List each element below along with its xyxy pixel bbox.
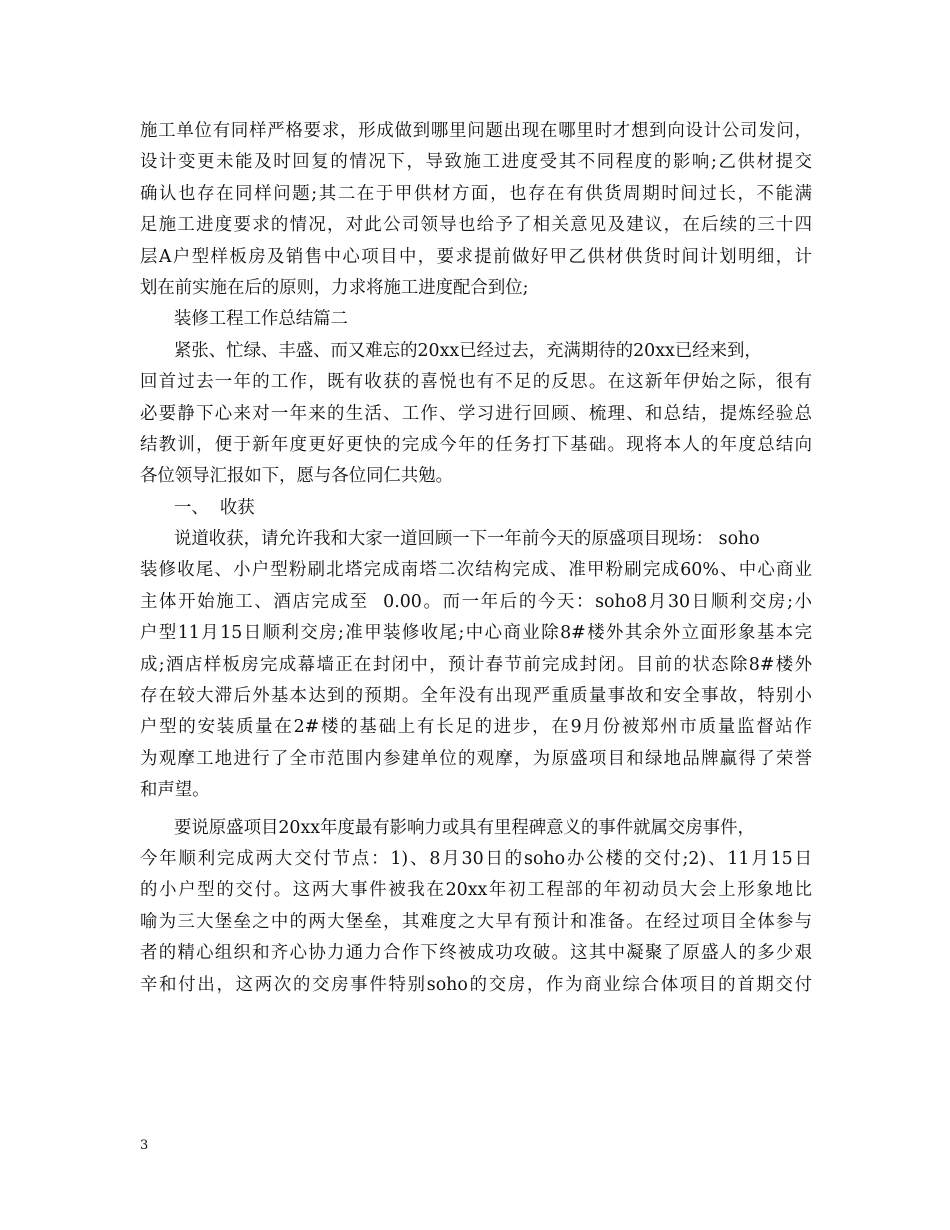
text-line: 必要静下心来对一年来的生活、工作、学习进行回顾、梳理、和总结，提炼经验总	[140, 403, 812, 424]
text-line: 喻为三大堡垒之中的两大堡垒，其难度之大早有预计和准备。在经过项目全体参与	[140, 911, 812, 932]
text-line: 确认也存在同样问题;其二在于甲供材方面，也存在有供货周期时间过长，不能满	[140, 183, 812, 204]
text-line: 者的精心组织和齐心协力通力合作下终被成功攻破。这其中凝聚了原盛人的多少艰	[140, 943, 812, 964]
text-line: 划在前实施在后的原则，力求将施工进度配合到位;	[140, 277, 529, 298]
text-line: 要说原盛项目20xx年度最有影响力或具有里程碑意义的事件就属交房事件，	[174, 817, 755, 838]
text-line: 为观摩工地进行了全市范围内参建单位的观摩，为原盛项目和绿地品牌赢得了荣誉	[140, 748, 812, 769]
text-line: 层A户型样板房及销售中心项目中，要求提前做好甲乙供材供货时间计划明细，计	[140, 246, 812, 267]
section-title: 装修工程工作总结篇二	[174, 309, 348, 330]
text-line: 户型的安装质量在2#楼的基础上有长足的进步，在9月份被郑州市质量监督站作	[140, 717, 812, 738]
text-line: 户型11月15日顺利交房;准甲装修收尾;中心商业除8#楼外其余外立面形象基本完	[140, 623, 812, 644]
text-line: 主体开始施工、酒店完成至 0.00。而一年后的今天：soho8月30日顺利交房;小	[140, 591, 812, 612]
paragraph-harvest	[140, 524, 812, 807]
text-line: 足施工进度要求的情况，对此公司领导也给予了相关意见及建议，在后续的三十四	[140, 215, 812, 236]
text-line: 设计变更未能及时回复的情况下，导致施工进度受其不同程度的影响;乙供材提交	[140, 152, 812, 173]
text-line: 的小户型的交付。这两大事件被我在20xx年初工程部的年初动员大会上形象地比	[140, 880, 812, 901]
text-line: 紧张、忙绿、丰盛、而又难忘的20xx已经过去，充满期待的20xx已经来到，	[174, 340, 762, 361]
text-line: 辛和付出，这两次的交房事件特别soho的交房，作为商业综合体项目的首期交付	[140, 974, 812, 995]
document-body	[140, 116, 812, 1001]
text-line: 各位领导汇报如下，愿与各位同仁共勉。	[140, 466, 454, 487]
text-line: 施工单位有同样严格要求，形成做到哪里问题出现在哪里时才想到向设计公司发问，	[140, 121, 812, 141]
text-line: 回首过去一年的工作，既有收获的喜悦也有不足的反思。在这新年伊始之际，很有	[140, 372, 812, 393]
text-line: 成;酒店样板房完成幕墙正在封闭中，预计春节前完成封闭。目前的状态除8#楼外	[140, 654, 812, 675]
text-line: 说道收获，请允许我和大家一道回顾一下一年前今天的原盛项目现场： soho	[174, 529, 760, 550]
heading-harvest: 一、 收获	[174, 497, 255, 518]
paragraph-continuation	[140, 116, 812, 304]
text-line: 装修收尾、小户型粉刷北塔完成南塔二次结构完成、准甲粉刷完成60%、中心商业	[140, 560, 812, 581]
page-number: 3	[140, 1138, 149, 1153]
text-line: 和声望。	[140, 780, 210, 801]
text-line: 结教训，便于新年度更好更快的完成今年的任务打下基础。现将本人的年度总结向	[140, 434, 812, 455]
paragraph-handover	[140, 813, 812, 1001]
text-line: 存在较大滞后外基本达到的预期。全年没有出现严重质量事故和安全事故，特别小	[140, 686, 812, 707]
paragraph-intro	[140, 336, 812, 493]
text-line: 今年顺利完成两大交付节点：1)、8月30日的soho办公楼的交付;2)、11月15日	[140, 848, 812, 869]
